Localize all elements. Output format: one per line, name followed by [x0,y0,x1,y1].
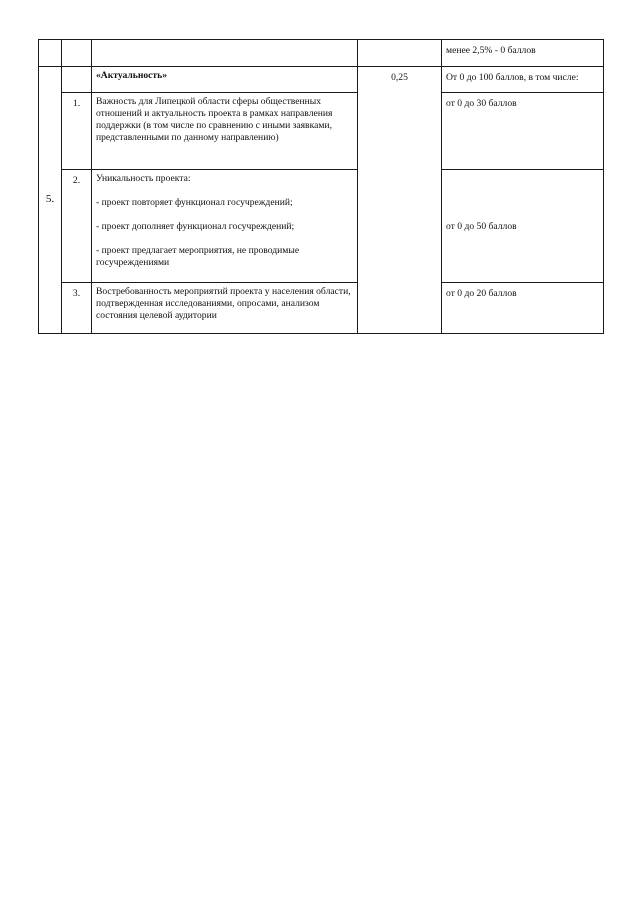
criterion-weight: 0,25 [358,67,442,334]
empty-cell [92,40,358,67]
score-cell: от 0 до 50 баллов [442,170,604,283]
empty-cell [62,40,92,67]
score-cell: менее 2,5% - 0 баллов [442,40,604,67]
score-cell: от 0 до 20 баллов [442,283,604,334]
item-paragraph: - проект повторяет функционал госучреждений; [96,196,293,208]
item-number: 2. [62,170,92,283]
item-number: 1. [62,93,92,170]
item-paragraph: - проект дополняет функционал госучреждений; [96,220,295,232]
criteria-table [38,39,604,334]
item-paragraph: - проект предлагает мероприятия, не проводимые госучреждениями [96,244,300,268]
table-row [39,170,604,283]
item-text: Важность для Липецкой области сферы общественных отношений и актуальность проекта в рамках направления поддержки (в том числе по сравнению с иными заявками, представленными по данному направлению) [92,93,358,170]
score-cell: От 0 до 100 баллов, в том числе: [442,67,604,93]
empty-cell [39,40,62,67]
item-number: 3. [62,283,92,334]
section-number: 5. [39,67,62,334]
criterion-title: «Актуальность» [92,67,358,93]
item-text [92,170,358,283]
table-row-criterion-header [39,67,604,93]
score-cell: от 0 до 30 баллов [442,93,604,170]
empty-cell [358,40,442,67]
table-row [39,283,604,334]
item-text: Востребованность мероприятий проекта у населения области, подтвержденная исследованиями, опросами, анализом состояния целевой аудитории [92,283,358,334]
table-row [39,93,604,170]
item-paragraph: Уникальность проекта: [96,173,191,184]
empty-cell [62,67,92,93]
table-row-continuation [39,40,604,67]
